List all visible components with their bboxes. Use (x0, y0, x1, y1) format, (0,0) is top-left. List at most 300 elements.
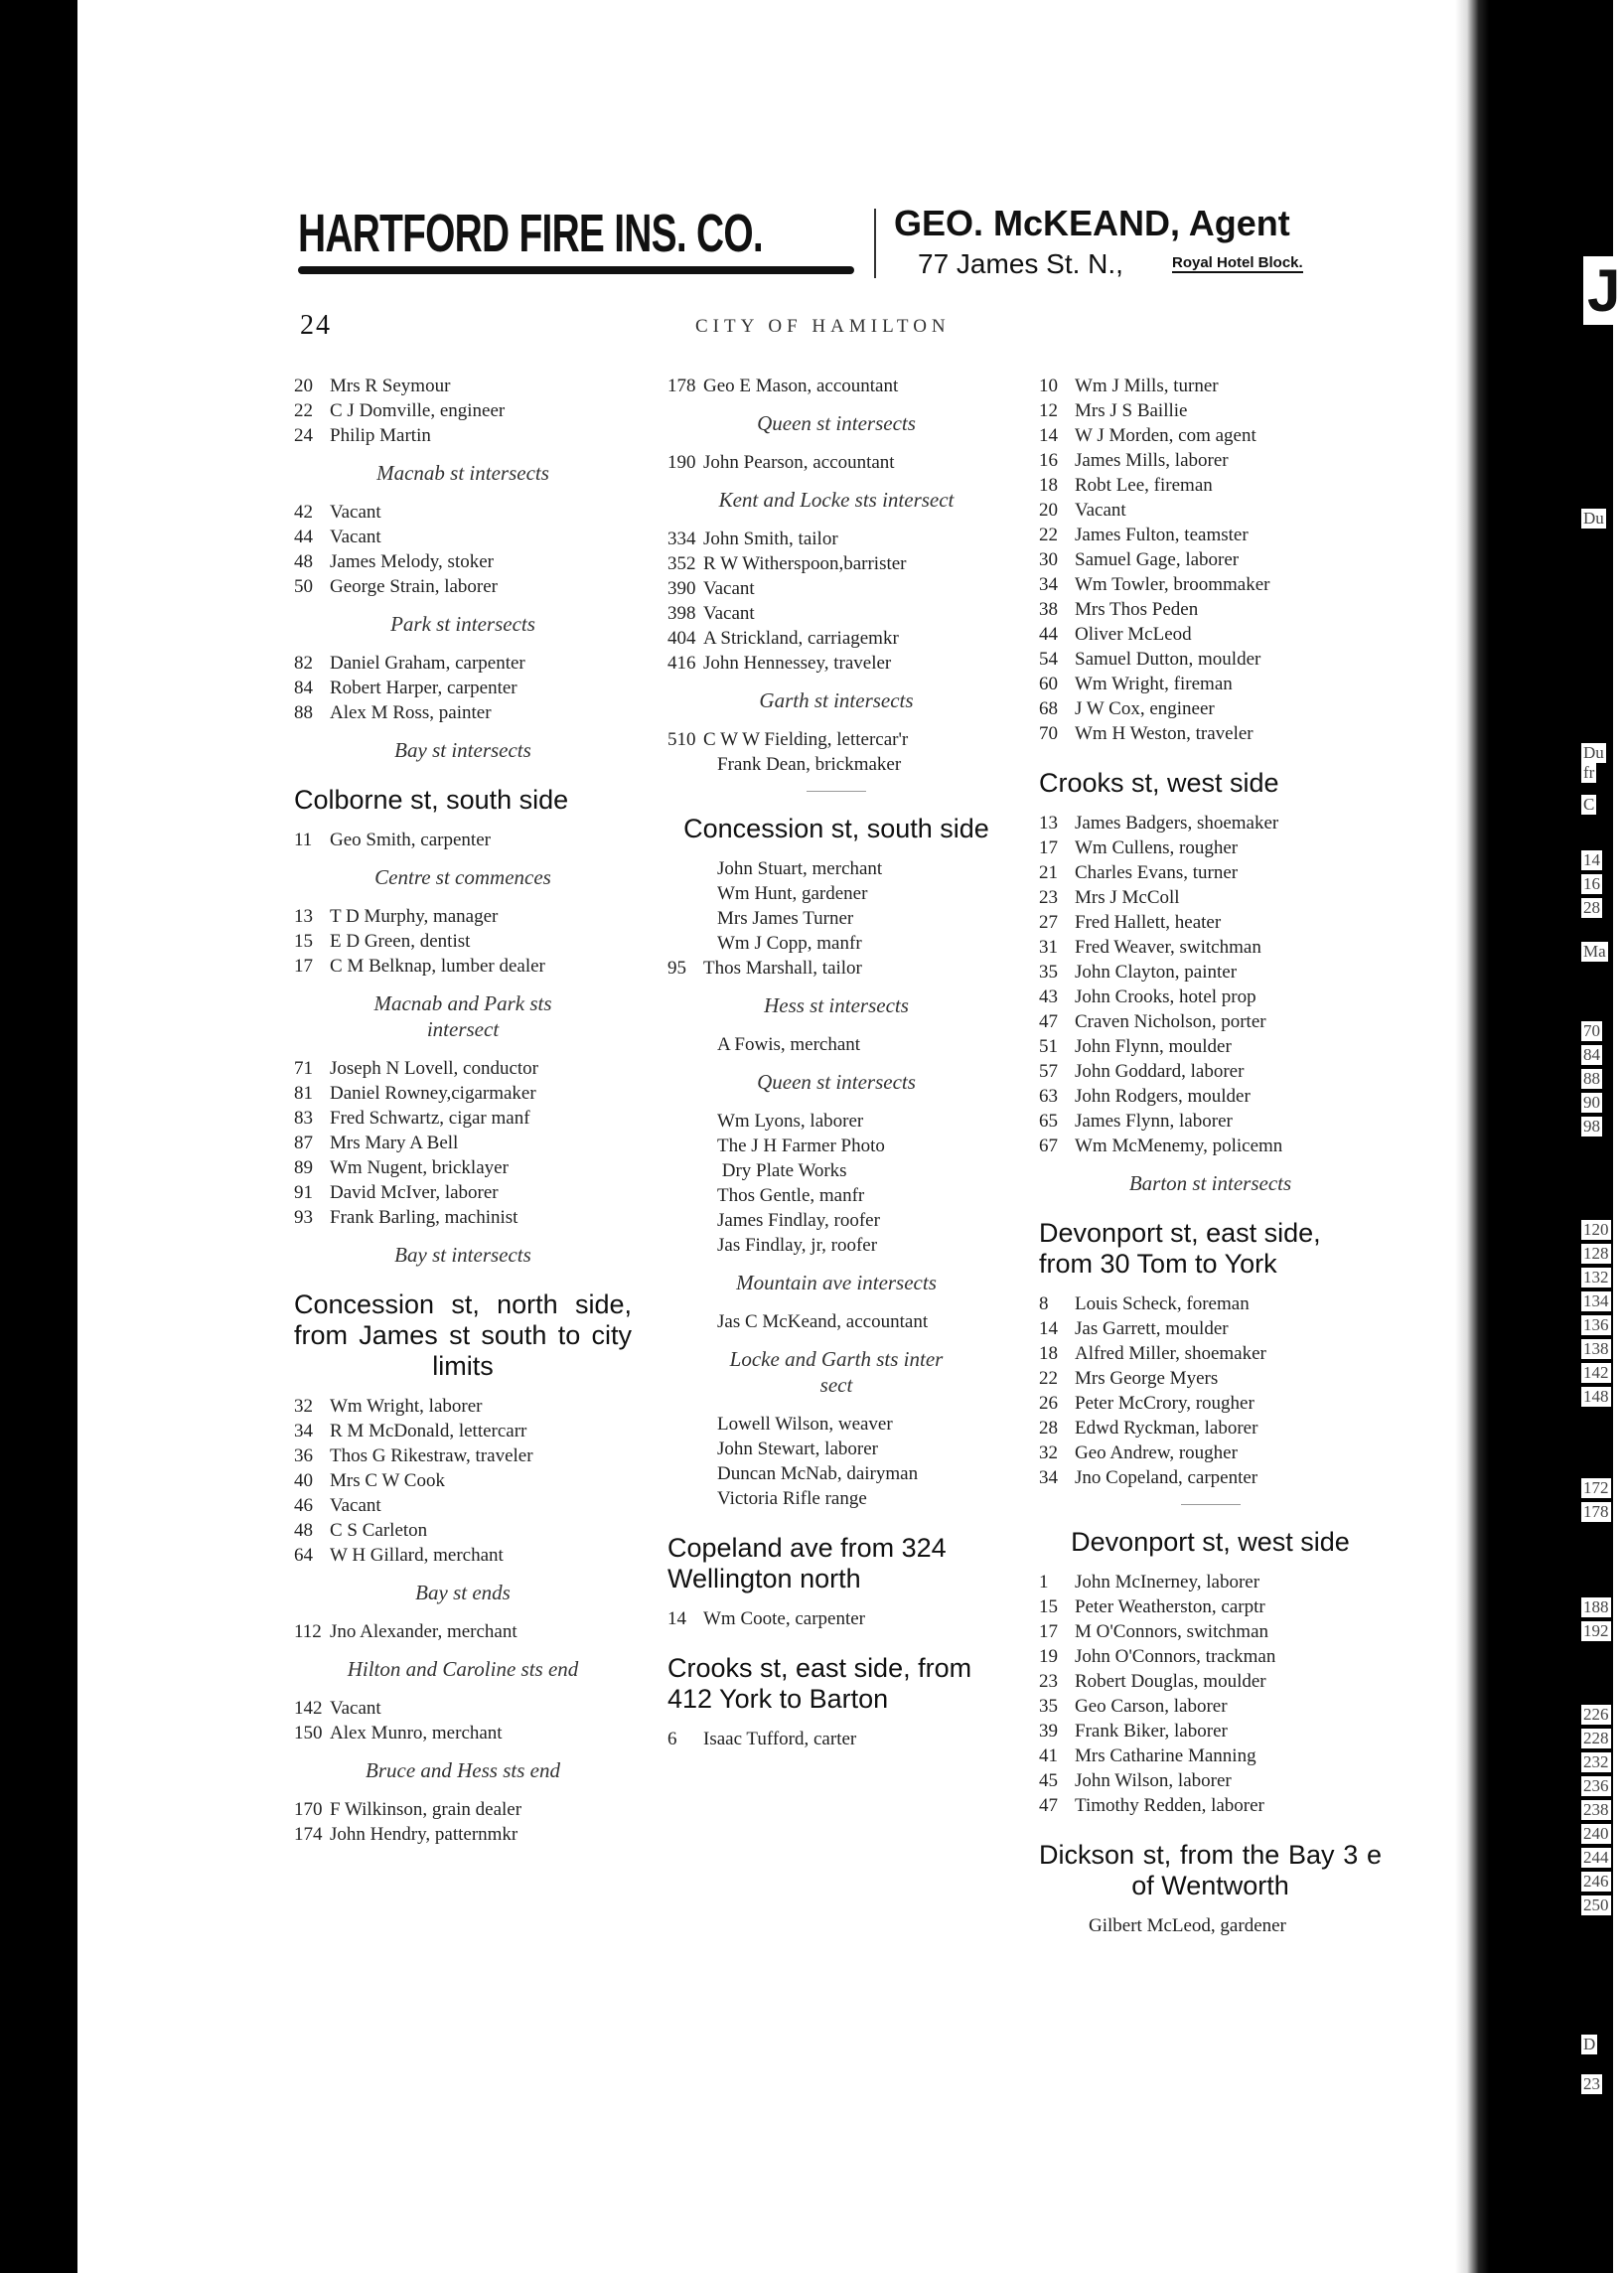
resident-name: Craven Nicholson, porter (1075, 1011, 1266, 1032)
listing-entry (1039, 398, 1382, 423)
resident-name: Alfred Miller, shoemaker (1075, 1343, 1266, 1364)
house-number: 18 (1039, 475, 1058, 496)
cross-street-note: Hess st intersects (764, 993, 909, 1017)
listing-entry (667, 551, 1005, 576)
street-heading: Colborne st, south side (294, 785, 569, 815)
margin-fragment: D (1583, 2035, 1596, 2053)
listing-entry (294, 423, 632, 448)
house-number: 95 (667, 958, 686, 979)
house-number: 17 (1039, 1621, 1058, 1642)
listing-entry (294, 1155, 632, 1180)
resident-name: James Flynn, laborer (1075, 1111, 1233, 1132)
resident-name: Timothy Redden, laborer (1075, 1795, 1264, 1816)
margin-fragment: 138 (1583, 1339, 1609, 1358)
cross-street-note: Mountain ave intersects (736, 1271, 937, 1294)
cross-street-note: Bay st ends (415, 1581, 511, 1604)
resident-name: Vacant (703, 603, 755, 624)
street-heading: Devonport st, west side (1071, 1527, 1350, 1557)
resident-name: Frank Dean, brickmaker (717, 754, 902, 775)
listing-entry (294, 1619, 632, 1644)
house-number: 51 (1039, 1036, 1058, 1057)
resident-name: Geo Carson, laborer (1075, 1696, 1228, 1717)
listing-entry (294, 1443, 632, 1468)
house-number: 63 (1039, 1086, 1058, 1107)
listing-entry (294, 1131, 632, 1155)
listing-entry (667, 1461, 1005, 1486)
resident-name: John Flynn, moulder (1075, 1036, 1232, 1057)
margin-fragment: Ma (1583, 942, 1606, 961)
resident-name: John Stewart, laborer (717, 1439, 878, 1459)
margin-fragment: 128 (1583, 1244, 1609, 1263)
resident-name: W H Gillard, merchant (330, 1545, 504, 1566)
resident-name: The J H Farmer Photo (717, 1136, 885, 1156)
listing-entry (1039, 523, 1382, 547)
listing-entry (294, 1419, 632, 1443)
house-number: 44 (294, 527, 313, 547)
listing-entry (1039, 1768, 1382, 1793)
margin-fragment: 120 (1583, 1220, 1609, 1239)
listing-entry (294, 374, 632, 398)
listing-entry (294, 500, 632, 525)
resident-name: John McInerney, laborer (1075, 1572, 1260, 1592)
house-number: 13 (294, 906, 313, 927)
listing-entry (667, 1437, 1005, 1461)
scan-left-edge (0, 0, 77, 2273)
resident-name: Vacant (330, 1495, 381, 1516)
listing-entry (1039, 910, 1382, 935)
resident-name: Isaac Tufford, carter (703, 1729, 857, 1749)
listing-entry (294, 1081, 632, 1106)
resident-name: Mrs J McColl (1075, 887, 1180, 908)
house-number: 84 (294, 678, 313, 698)
listing-entry (667, 601, 1005, 626)
resident-name: John Stuart, merchant (717, 858, 883, 879)
house-number: 45 (1039, 1770, 1058, 1791)
house-number: 48 (294, 1520, 313, 1541)
margin-fragment: 250 (1583, 1895, 1609, 1914)
house-number: 30 (1039, 549, 1058, 570)
resident-name: Mrs Mary A Bell (330, 1133, 459, 1153)
resident-name: James Findlay, roofer (717, 1210, 880, 1231)
listing-entry (294, 700, 632, 725)
cross-street-note: Queen st intersects (757, 411, 916, 435)
listing-entry (294, 549, 632, 574)
resident-name: James Mills, laborer (1075, 450, 1229, 471)
house-number: 64 (294, 1545, 313, 1566)
listing-entry (1039, 672, 1382, 696)
resident-name: Robt Lee, fireman (1075, 475, 1213, 496)
resident-name: Jno Alexander, merchant (330, 1621, 517, 1642)
resident-name: Wm Coote, carpenter (703, 1608, 866, 1629)
resident-name: Mrs George Myers (1075, 1368, 1219, 1389)
listing-entry (294, 1106, 632, 1131)
resident-name: Wm Hunt, gardener (717, 883, 868, 904)
listing-entry (294, 1493, 632, 1518)
resident-name: John Smith, tailor (703, 529, 838, 549)
resident-name: Mrs Catharine Manning (1075, 1745, 1256, 1766)
listing-entry (667, 1032, 1005, 1057)
house-number: 48 (294, 551, 313, 572)
margin-fragment: 192 (1583, 1621, 1609, 1640)
listing-entry (667, 374, 1005, 398)
margin-fragment: Du (1583, 743, 1604, 762)
resident-name: Jno Copeland, carpenter (1075, 1467, 1258, 1488)
listing-entry (294, 1696, 632, 1721)
resident-name: James Badgers, shoemaker (1075, 813, 1279, 833)
house-number: 44 (1039, 624, 1058, 645)
margin-fragment: 246 (1583, 1872, 1609, 1891)
listing-entry (667, 527, 1005, 551)
house-number: 91 (294, 1182, 313, 1203)
resident-name: David McIver, laborer (330, 1182, 499, 1203)
listing-entry (667, 881, 1005, 906)
resident-name: Alex Munro, merchant (330, 1723, 503, 1743)
scan-page-fold (1455, 0, 1489, 2273)
cross-street-note: Garth st intersects (759, 688, 914, 712)
resident-name: A Fowis, merchant (717, 1034, 861, 1055)
margin-fragment: 134 (1583, 1291, 1609, 1310)
resident-name: Mrs C W Cook (330, 1470, 445, 1491)
resident-name: Samuel Dutton, moulder (1075, 649, 1261, 670)
listing-entry (294, 651, 632, 676)
street-heading: Crooks st, east side, from 412 York to Barton (667, 1653, 972, 1714)
listing-entry (667, 576, 1005, 601)
house-number: 398 (667, 603, 696, 624)
house-number: 23 (1039, 1671, 1058, 1692)
house-number: 15 (294, 931, 313, 952)
listing-entry (1039, 1619, 1382, 1644)
house-number: 34 (1039, 1467, 1058, 1488)
resident-name: Vacant (330, 1698, 381, 1719)
listing-entry (1039, 1913, 1382, 1938)
listing-entry (667, 1109, 1005, 1134)
listing-entry (294, 1468, 632, 1493)
listing-entry (1039, 885, 1382, 910)
ad-company-name: HARTFORD FIRE INS. CO. (298, 204, 763, 263)
listing-entry (1039, 1793, 1382, 1818)
listing-entry (1039, 1570, 1382, 1594)
resident-name: Jas C McKeand, accountant (717, 1311, 929, 1332)
margin-fragment: C (1583, 795, 1595, 814)
listing-entry (667, 626, 1005, 651)
resident-name: Daniel Graham, carpenter (330, 653, 525, 674)
resident-name: Charles Evans, turner (1075, 862, 1239, 883)
house-number: 41 (1039, 1745, 1058, 1766)
resident-name: Wm Lyons, laborer (717, 1111, 864, 1132)
listing-entry (294, 574, 632, 599)
listing-entry (294, 1822, 632, 1847)
margin-fragment: 98 (1583, 1117, 1600, 1136)
margin-fragment: 228 (1583, 1729, 1609, 1747)
margin-fragment: 142 (1583, 1363, 1609, 1382)
directory-page (79, 0, 1455, 2273)
ad-divider (874, 209, 876, 278)
advertisement-banner (298, 199, 1381, 288)
house-number: 43 (1039, 986, 1058, 1007)
house-number: 35 (1039, 1696, 1058, 1717)
ad-address: 77 James St. N., (918, 248, 1123, 279)
listing-entry (1039, 473, 1382, 498)
resident-name: George Strain, laborer (330, 576, 499, 597)
listing-entry (1039, 935, 1382, 960)
cross-street-note: Queen st intersects (757, 1070, 916, 1094)
house-number: 174 (294, 1824, 323, 1845)
resident-name: John Hendry, patternmkr (330, 1824, 518, 1845)
resident-name: James Fulton, teamster (1075, 525, 1249, 545)
house-number: 32 (294, 1396, 313, 1417)
listing-entry (1039, 1440, 1382, 1465)
listing-entry (1039, 1465, 1382, 1490)
listing-entry (294, 1205, 632, 1230)
street-heading: Concession st, south side (683, 814, 989, 843)
margin-fragment: 90 (1583, 1093, 1600, 1112)
house-number: 190 (667, 452, 696, 473)
resident-name: Robert Douglas, moulder (1075, 1671, 1266, 1692)
house-number: 14 (1039, 1318, 1058, 1339)
resident-name: Robert Harper, carpenter (330, 678, 517, 698)
resident-name: John O'Connors, trackman (1075, 1646, 1276, 1667)
listing-entry (294, 828, 632, 852)
margin-fragment: 136 (1583, 1315, 1609, 1334)
listing-entry (1039, 597, 1382, 622)
resident-name: Mrs James Turner (717, 908, 854, 929)
house-number: 22 (1039, 525, 1058, 545)
house-number: 13 (1039, 813, 1058, 833)
listing-entry (294, 525, 632, 549)
house-number: 416 (667, 653, 696, 674)
house-number: 22 (1039, 1368, 1058, 1389)
resident-name: Edwd Ryckman, laborer (1075, 1418, 1258, 1439)
resident-name: Wm J Copp, manfr (717, 933, 862, 954)
listing-entry (1039, 374, 1382, 398)
resident-name: Wm Wright, fireman (1075, 674, 1233, 694)
margin-fragment: 70 (1583, 1021, 1600, 1040)
resident-name: Louis Scheck, foreman (1075, 1293, 1250, 1314)
resident-name: John Goddard, laborer (1075, 1061, 1245, 1082)
resident-name: Mrs Thos Peden (1075, 599, 1199, 620)
resident-name: Frank Barling, machinist (330, 1207, 518, 1228)
margin-fragment: 88 (1583, 1069, 1600, 1088)
margin-fragment: 172 (1583, 1478, 1609, 1497)
margin-fragment: 236 (1583, 1776, 1609, 1795)
resident-name: Geo Smith, carpenter (330, 830, 491, 850)
listing-entry (294, 929, 632, 954)
house-number: 34 (294, 1421, 313, 1441)
resident-name: Wm McMenemy, policemn (1075, 1136, 1283, 1156)
house-number: 12 (1039, 400, 1058, 421)
resident-name: Mrs J S Baillie (1075, 400, 1188, 421)
house-number: 93 (294, 1207, 313, 1228)
directory-column-3 (1039, 374, 1382, 1938)
margin-fragment: 16 (1583, 874, 1600, 893)
running-head: CITY OF HAMILTON (695, 316, 951, 337)
cross-street-note: Kent and Locke sts intersect (718, 488, 955, 512)
listing-entry (1039, 1059, 1382, 1084)
listing-entry (667, 651, 1005, 676)
listing-entry (294, 1394, 632, 1419)
listing-entry (667, 931, 1005, 956)
resident-name: Victoria Rifle range (717, 1488, 867, 1509)
resident-name: John Pearson, accountant (703, 452, 895, 473)
house-number: 47 (1039, 1795, 1058, 1816)
house-number: 47 (1039, 1011, 1058, 1032)
house-number: 6 (667, 1729, 677, 1749)
margin-fragment: 226 (1583, 1705, 1609, 1724)
resident-name: Vacant (330, 502, 381, 523)
resident-name: E D Green, dentist (330, 931, 471, 952)
house-number: 1 (1039, 1572, 1049, 1592)
resident-name: Fred Schwartz, cigar manf (330, 1108, 530, 1129)
house-number: 26 (1039, 1393, 1058, 1414)
resident-name: Oliver McLeod (1075, 624, 1192, 645)
street-heading: Dickson st, from the Bay 3 e of Wentworth (1039, 1840, 1382, 1900)
house-number: 65 (1039, 1111, 1058, 1132)
house-number: 170 (294, 1799, 323, 1820)
house-number: 83 (294, 1108, 313, 1129)
house-number: 32 (1039, 1442, 1058, 1463)
listing-entry (667, 1134, 1005, 1158)
listing-entry (1039, 1134, 1382, 1158)
resident-name: John Rodgers, moulder (1075, 1086, 1251, 1107)
listing-entry (1039, 1009, 1382, 1034)
resident-name: C S Carleton (330, 1520, 428, 1541)
house-number: 142 (294, 1698, 323, 1719)
house-number: 88 (294, 702, 313, 723)
house-number: 22 (294, 400, 313, 421)
listing-entry (667, 450, 1005, 475)
house-number: 39 (1039, 1721, 1058, 1742)
listing-entry (1039, 960, 1382, 985)
ad-agent-name: GEO. McKEAND, Agent (894, 203, 1290, 243)
house-number: 82 (294, 653, 313, 674)
street-heading: Copeland ave from 324 Wellington north (667, 1533, 947, 1593)
house-number: 50 (294, 576, 313, 597)
listing-entry (294, 904, 632, 929)
listing-entry (667, 1727, 1005, 1751)
listing-entry (1039, 498, 1382, 523)
resident-name: Wm Wright, laborer (330, 1396, 483, 1417)
house-number: 89 (294, 1157, 313, 1178)
house-number: 27 (1039, 912, 1058, 933)
listing-entry (1039, 1316, 1382, 1341)
listing-entry (1039, 1341, 1382, 1366)
house-number: 87 (294, 1133, 313, 1153)
resident-name: F Wilkinson, grain dealer (330, 1799, 522, 1820)
house-number: 23 (1039, 887, 1058, 908)
margin-fragment: 232 (1583, 1752, 1609, 1771)
listing-entry (1039, 696, 1382, 721)
house-number: 67 (1039, 1136, 1058, 1156)
listing-entry (1039, 1291, 1382, 1316)
cross-street-note: Macnab st intersects (376, 461, 549, 485)
resident-name: Fred Weaver, switchman (1075, 937, 1261, 958)
resident-name: R W Witherspoon,barrister (703, 553, 907, 574)
margin-fragment: fr (1583, 763, 1595, 782)
resident-name: Mrs R Seymour (330, 376, 451, 396)
house-number: 17 (294, 956, 313, 977)
resident-name: Alex M Ross, painter (330, 702, 492, 723)
house-number: 28 (1039, 1418, 1058, 1439)
margin-fragment: 178 (1583, 1502, 1609, 1521)
listing-entry (1039, 1594, 1382, 1619)
cross-street-note: Macnab and Park sts intersect (373, 991, 552, 1041)
resident-name: C M Belknap, lumber dealer (330, 956, 545, 977)
resident-name: John Hennessey, traveler (703, 653, 892, 674)
margin-fragment: 23 (1583, 2074, 1600, 2093)
resident-name: Wm Nugent, bricklayer (330, 1157, 509, 1178)
resident-name: Thos Marshall, tailor (703, 958, 862, 979)
house-number: 70 (1039, 723, 1058, 744)
resident-name: Geo E Mason, accountant (703, 376, 899, 396)
listing-entry (1039, 1034, 1382, 1059)
scan-right-edge (1489, 0, 1613, 2273)
resident-name: Wm H Weston, traveler (1075, 723, 1254, 744)
directory-column-1 (294, 374, 632, 1847)
listing-entry (667, 1208, 1005, 1233)
house-number: 34 (1039, 574, 1058, 595)
listing-entry (667, 1183, 1005, 1208)
house-number: 19 (1039, 1646, 1058, 1667)
resident-name: Vacant (703, 578, 755, 599)
house-number: 57 (1039, 1061, 1058, 1082)
margin-fragment: Du (1583, 509, 1604, 528)
house-number: 14 (1039, 425, 1058, 446)
house-number: 18 (1039, 1343, 1058, 1364)
resident-name: Thos G Rikestraw, traveler (330, 1445, 533, 1466)
listing-entry (294, 1056, 632, 1081)
margin-fragment: 238 (1583, 1800, 1609, 1819)
cross-street-note: Bay st intersects (394, 738, 531, 762)
section-divider (1181, 1504, 1241, 1505)
resident-name: Peter McCrory, rougher (1075, 1393, 1255, 1414)
listing-entry (294, 954, 632, 979)
resident-name: M O'Connors, switchman (1075, 1621, 1269, 1642)
listing-entry (1039, 572, 1382, 597)
cross-street-note: Locke and Garth sts inter sect (729, 1347, 944, 1397)
margin-fragment: 244 (1583, 1848, 1609, 1867)
resident-name: Dry Plate Works (717, 1160, 847, 1181)
resident-name: Daniel Rowney,cigarmaker (330, 1083, 536, 1104)
listing-entry (1039, 622, 1382, 647)
page-number: 24 (300, 310, 332, 341)
cross-street-note: Hilton and Caroline sts end (347, 1657, 579, 1681)
listing-entry (1039, 1719, 1382, 1743)
listing-entry (1039, 1743, 1382, 1768)
house-number: 40 (294, 1470, 313, 1491)
next-page-big-letter: J (1583, 256, 1624, 325)
house-number: 17 (1039, 837, 1058, 858)
resident-name: Philip Martin (330, 425, 431, 446)
listing-entry (294, 676, 632, 700)
street-heading: Devonport st, east side, from 30 Tom to York (1039, 1218, 1321, 1279)
listing-entry (1039, 811, 1382, 835)
resident-name: Thos Gentle, manfr (717, 1185, 865, 1206)
resident-name: Samuel Gage, laborer (1075, 549, 1240, 570)
listing-entry (1039, 1694, 1382, 1719)
listing-entry (1039, 547, 1382, 572)
listing-entry (667, 727, 1005, 752)
listing-entry (667, 956, 1005, 981)
house-number: 35 (1039, 962, 1058, 983)
listing-entry (667, 1486, 1005, 1511)
house-number: 510 (667, 729, 696, 750)
house-number: 60 (1039, 674, 1058, 694)
resident-name: John Wilson, laborer (1075, 1770, 1232, 1791)
listing-entry (667, 1412, 1005, 1437)
listing-entry (294, 1721, 632, 1745)
house-number: 334 (667, 529, 696, 549)
listing-entry (1039, 1391, 1382, 1416)
